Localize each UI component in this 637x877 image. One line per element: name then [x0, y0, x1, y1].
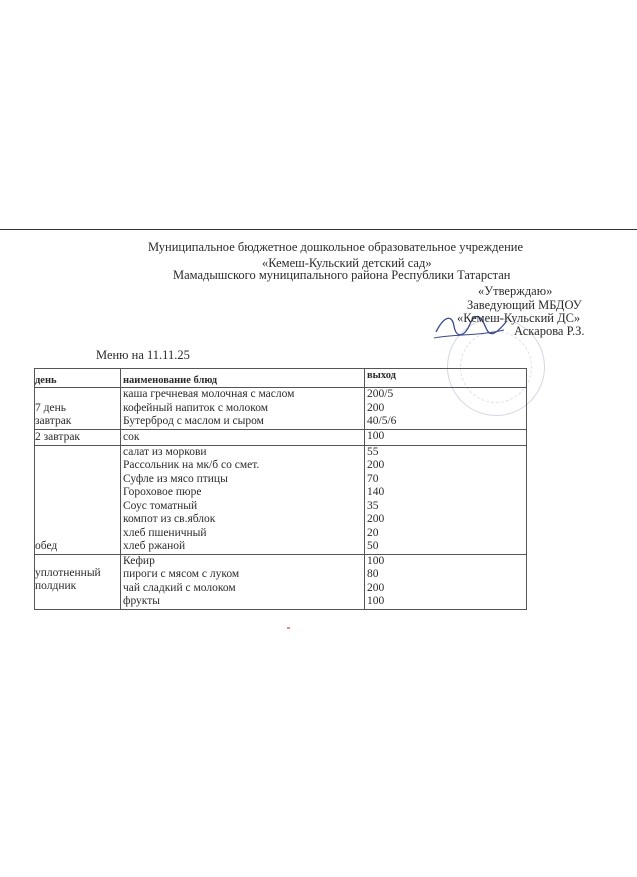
dish-item: сок	[123, 431, 140, 443]
org-short-name: «Кемеш-Кульский ДС»	[457, 311, 581, 325]
dish-item: кофейный напиток с молоком	[123, 401, 269, 414]
day-label: 7 день	[35, 401, 66, 414]
head-position: Заведующий МБДОУ	[467, 298, 582, 312]
dish-item: пироги с мясом с луком	[123, 568, 240, 580]
dish-item: Гороховое пюре	[123, 486, 202, 498]
org-name-line2: «Кемеш-Кульский детский сад»	[262, 256, 432, 270]
dish-item: Соус томатный	[123, 499, 198, 512]
dish-item: Кефир	[123, 554, 155, 567]
yield-value: 100	[367, 554, 385, 567]
yield-value: 200	[367, 459, 385, 471]
meal-label: обед	[35, 540, 58, 552]
yield-value: 100	[367, 429, 385, 442]
dish-item: фрукты	[123, 595, 160, 607]
yield-value: 55	[367, 445, 379, 458]
dish-item: компот из св.яблок	[123, 513, 216, 525]
meal-label: 2 завтрак	[35, 431, 81, 443]
org-name-line1: Муниципальное бюджетное дошкольное образовательное учреждение	[148, 240, 523, 254]
yield-value: 140	[367, 486, 385, 498]
yield-value: 200	[367, 581, 385, 594]
meal-label: полдник	[35, 580, 77, 592]
org-name-line3: Мамадышского муниципального района Республики Татарстан	[173, 268, 511, 282]
header-yield: выход	[365, 369, 527, 388]
yield-value: 200	[367, 401, 385, 414]
yield-value: 70	[367, 472, 379, 485]
head-name: Аскарова Р.З.	[514, 324, 585, 338]
meal-label: уплотненный	[35, 566, 101, 579]
approve-label: «Утверждаю»	[478, 284, 553, 298]
menu-table	[34, 368, 527, 610]
dish-item: каша гречневая молочная с маслом	[123, 388, 295, 400]
table-row-second-breakfast	[35, 429, 527, 445]
table-row-breakfast	[35, 388, 527, 430]
meal-label: завтрак	[35, 415, 72, 427]
yield-value: 80	[367, 568, 379, 580]
top-rule	[0, 229, 637, 230]
yield-value: 200	[367, 513, 385, 525]
dish-item: хлеб ржаной	[123, 540, 186, 552]
table-row-afternoon-snack	[35, 554, 527, 609]
dish-item: хлеб пшеничный	[123, 526, 207, 539]
header-dish: наименование блюд	[121, 369, 365, 388]
yield-value: 20	[367, 526, 379, 539]
header-day: день	[35, 369, 121, 388]
table-header-row	[35, 369, 527, 388]
scan-speck	[287, 627, 290, 629]
yield-value: 40/5/6	[367, 415, 397, 427]
dish-item: Суфле из мясо птицы	[123, 472, 228, 485]
dish-item: салат из моркови	[123, 445, 207, 458]
yield-value: 200/5	[367, 388, 394, 400]
yield-value: 35	[367, 499, 379, 512]
dish-item: чай сладкий с молоком	[123, 581, 236, 594]
dish-item: Рассольник на мк/б со смет.	[123, 459, 260, 471]
table-row-lunch	[35, 445, 527, 554]
yield-value: 100	[367, 595, 385, 607]
dish-item: Бутерброд с маслом и сыром	[123, 415, 264, 427]
menu-date: Меню на 11.11.25	[96, 348, 190, 362]
yield-value: 50	[367, 540, 379, 552]
